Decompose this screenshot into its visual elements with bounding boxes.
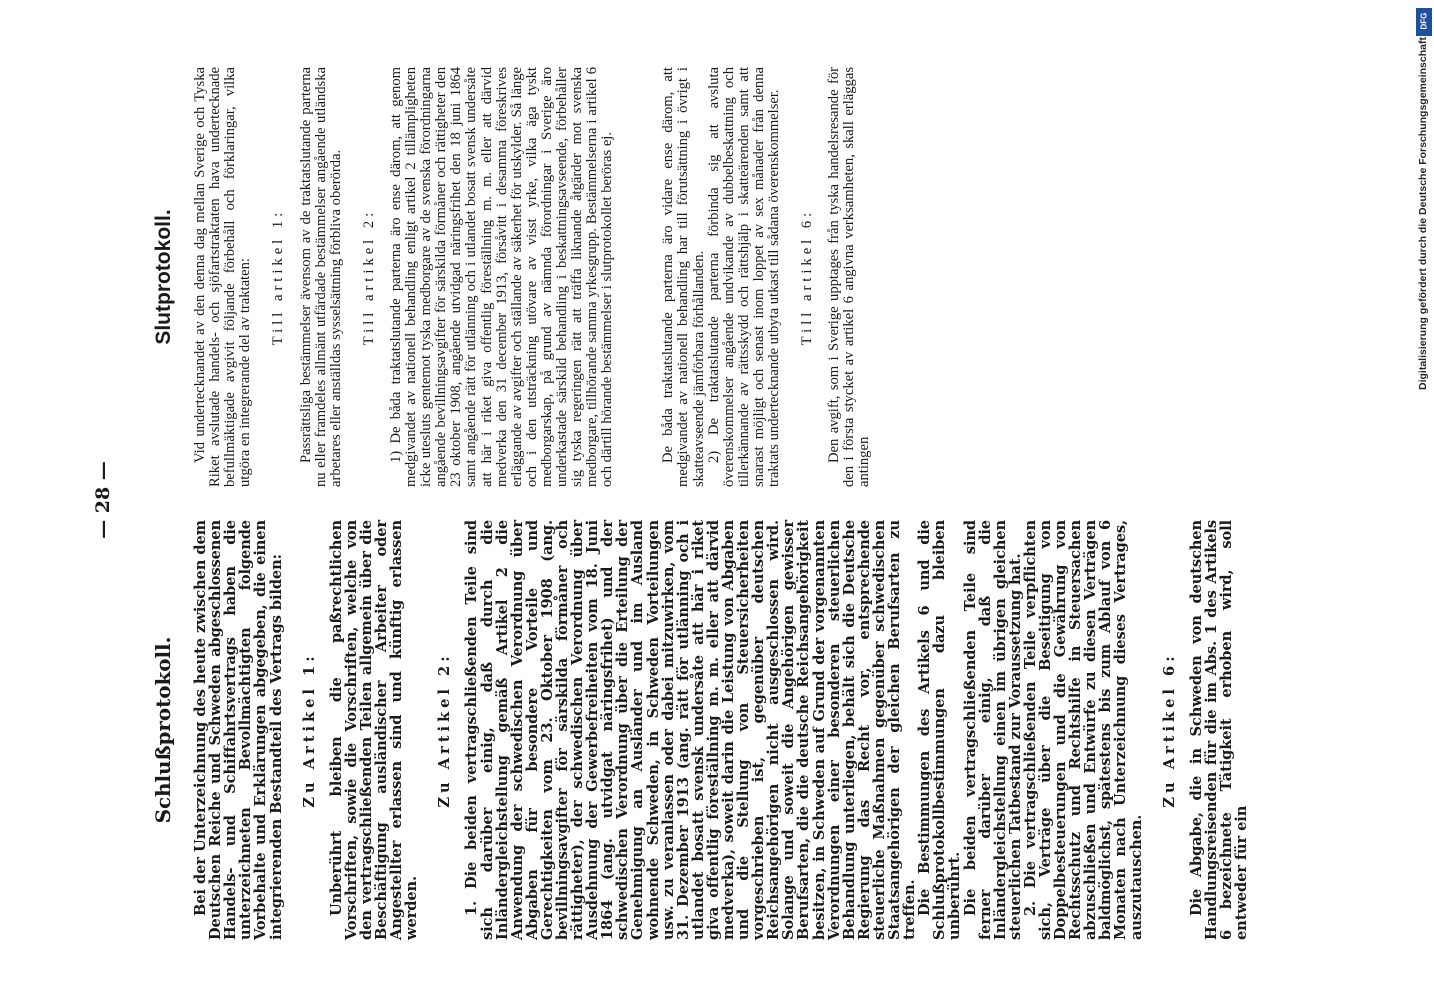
swedish-article-1-text: Passrättsliga bestämmelser ävensom av de traktatslutande parterna nu eller framdeles allmänt utfärdade bestämmelser angående utländska arbetares eller anställdas sysselsättning förbliva oberörda. xyxy=(297,67,344,487)
german-title: Schlußprotokoll. xyxy=(151,636,175,824)
swedish-article-1-heading: Till artikel 1: xyxy=(270,208,287,346)
swedish-title: Slutprotokoll. xyxy=(152,209,175,345)
german-article-1-text: Unberührt bleiben die paßrechtlichen Vorschriften, sowie die Vorschriften, welche von den vertragschließenden Teilen allgemein über die Beschäftigung ausländischer Arbeiter oder Angestellter erlassen sind und künftig erlassen werden. xyxy=(327,520,421,940)
swedish-article-6-text: Den avgift, som i Sverige upptages från tyska handelsresande för den i första stycket av artikel 6 angivna verksamheten, skall erläggas antingen xyxy=(826,67,873,487)
watermark-text: Digitalisierung gefördert durch die Deutsche Forschungsgemeinschaft xyxy=(1417,37,1429,390)
swedish-article-2-paragraph-4: 2) De traktatslutande parterna förbinda sig att avsluta överenskommelser angående undvikande av dubbelbeskattning och tillerkännande av rättsskydd och rättshjälp i skatteärenden samt att snarast möjligt och senast inom loppet av sex månader från denna traktats undertecknande utbyta utkast till sådana överenskommelser. xyxy=(705,67,782,487)
swedish-article-6-heading: Till artikel 6: xyxy=(799,208,816,346)
german-column xyxy=(152,520,1249,940)
digitization-watermark xyxy=(1414,0,1434,390)
german-article-2-heading: Zu Artikel 2: xyxy=(436,652,454,808)
dfg-logo-icon: DFG xyxy=(1416,8,1432,36)
german-intro: Bei der Unterzeichnung des heute zwischen dem Deutschen Reiche und Schweden abgeschlossenen Handels- und Schiffahrtsvertrags haben die unterzeichneten Bevollmächtigten folgende Vorbehalte und Erklärungen abgegeben, die einen integrierenden Bestandteil des Vertrags bilden: xyxy=(192,520,285,940)
german-article-2-paragraph-1: 1. Die beiden vertragschließenden Teile sind sich darüber einig, daß durch die Inländergleichstellung gemäß Artikel 2 die Anwendung der schwedischen Verordnung über Abgaben für besondere Vorteile und Gerechtigkeiten vom 23. Oktober 1908 (ang. bevillningsavgifter för särskilda förmåner och rättigheter), der schwedischen Verordnung über Ausdehnung der Gewerbefreiheiten vom 18. Juni 1864 (ang. utvidgat näringsfrihet) und der schwedischen Verordnung über die Erteilung der Genehmigung an Ausländer und im Ausland wohnende Schweden, in Schweden Vorteilungen usw. zu veranlassen oder dabei mitzuwirken, vom 31. Dezember 1913 (ang. rätt för utlänning och i utlandet bosatt svensk undersåte att här i riket giva offentlig föreställning m. m. eller att därvid medverka), soweit darin die Leistung von Abgaben und die Stellung von Steuersicherheiten vorgeschrieben ist, gegenüber deutschen Reichsangehörigen nicht ausgeschlossen wird. Solange und soweit die Angehörigen gewisser Berufsarten, die die deutsche Reichsangehörigkeit besitzen, in Schweden auf Grund der vorgenannten Verordnungen einer besonderen steuerlichen Behandlung unterliegen, behält sich die Deutsche Regierung das Recht vor, entsprechende steuerliche Maßnahmen gegenüber schwedischen Staatsangehörigen der gleichen Berufsarten zu treffen. xyxy=(463,520,919,940)
swedish-column xyxy=(152,67,872,487)
german-article-6-heading: Zu Artikel 6: xyxy=(1160,652,1178,808)
document-page xyxy=(92,50,1362,950)
german-article-2-paragraph-4: 2. Die vertragschließenden Teile verpflichten sich, Verträge über die Beseitigung von Doppelbesteuerungen und die Gewährung von Rechtsschutz und Rechtshilfe in Steuersachen abzuschließen und Entwürfe zu diesen Verträgen baldmöglichst, spätestens bis zum Ablauf von 6 Monaten nach Unterzeichnung dieses Vertrages, auszutauschen. xyxy=(1021,520,1145,940)
swedish-intro: Vid undertecknandet av den denna dag mellan Sverige och Tyska Riket avslutade handels- och sjöfartstraktaten hava undertecknade befullmäktigade avgivit följande förbehåll och förklaringar, vilka utgöra en integrerande del av traktaten: xyxy=(192,67,254,487)
swedish-article-2-heading: Till artikel 2: xyxy=(360,208,377,346)
german-article-2-paragraph-3: Die beiden vertragschließenden Teile sind ferner darüber einig, daß die Inländergleichstellung einen im übrigen gleichen steuerlichen Tatbestand zur Voraussetzung hat. xyxy=(961,520,1024,940)
swedish-article-2-paragraph-1: 1) De båda traktatslutande parterna äro ense därom, att genom medgivandet av nationell behandling enligt artikel 2 tillämpligheten icke utesluts gentemot tyska medborgare av de svenska förordningarna angående bevillningsavgifter för särskilda förmåner och rättigheter den 23 oktober 1908, angående utvidgad näringsfrihet den 18 juni 1864 samt angående rätt för utlänning och i utlandet bosatt svensk undersåte att här i riket giva offentlig föreställning m. m. eller att därvid medverka den 31 december 1913, försåvitt i desamma föreskrives erläggande av avgifter och ställande av säkerhet för utskylder. Så länge och i den utsträckning utövare av visst yrke, vilka äga tyskt medborgarskap, på grund av nämnda förordningar i Sverige äro underkastade särskild behandling i beskattningsavseende, förbehåller sig tyska regeringen rätt att träffa liknande åtgärder mot svenska medborgare, tillhörande samma yrkesgrupp. Bestämmelserna i artikel 6 och därtill hörande bestämmelser i slutprotokollet beröras ej. xyxy=(387,67,616,487)
german-article-2-paragraph-2: Die Bestimmungen des Artikels 6 und die Schlußprotokollbestimmungen dazu bleiben unberührt. xyxy=(916,520,964,940)
german-article-6-text: Die Abgabe, die in Schweden von deutschen Handlungsreisenden für die im Abs. 1 des Artikels 6 bezeichnete Tätigkeit erhoben wird, soll entweder für ein xyxy=(1187,520,1250,940)
swedish-article-2-paragraph-3: De båda traktatslutande parterna äro vidare ense därom, att medgivandet av nationell behandling har till förutsättning i övrigt i skatteavseende jämförbara förhållanden. xyxy=(660,67,707,487)
german-article-1-heading: Zu Artikel 1: xyxy=(300,652,318,808)
page-number: — 28 — xyxy=(92,461,114,539)
